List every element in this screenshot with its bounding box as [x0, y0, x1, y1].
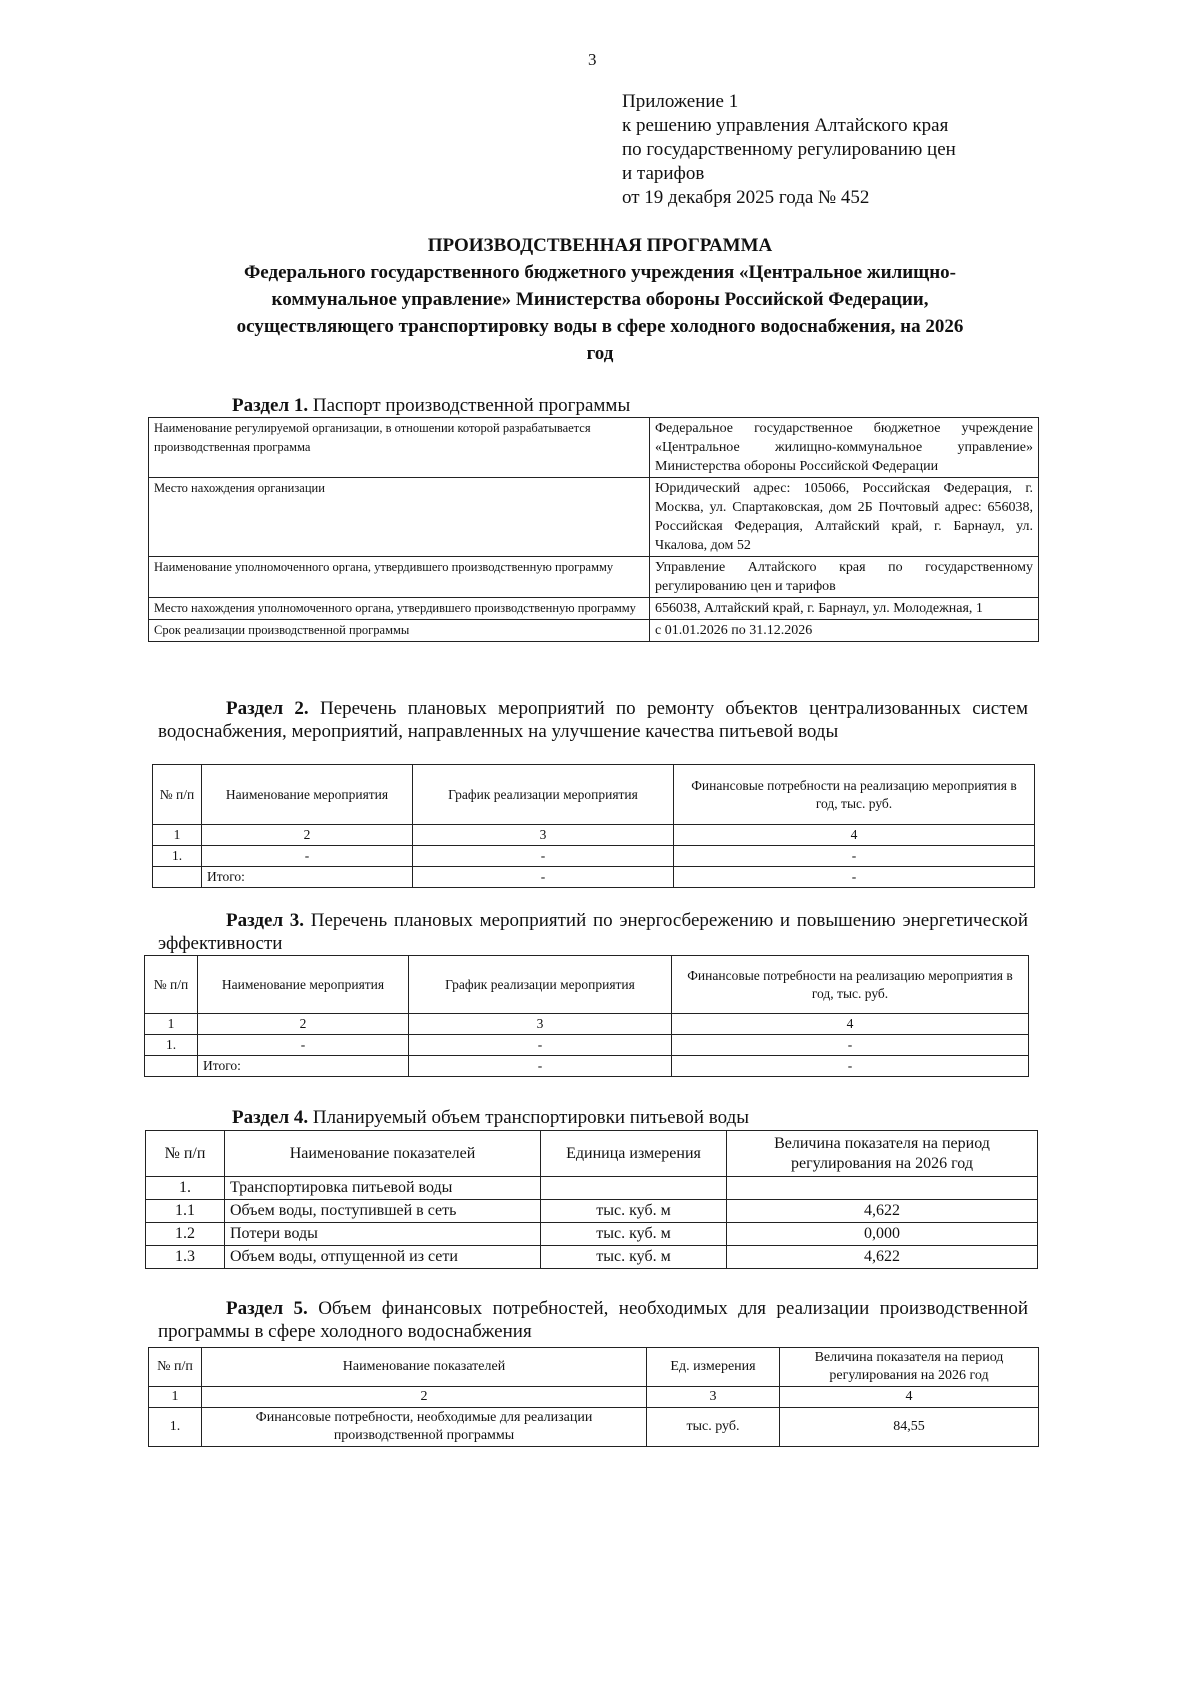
page-number: 3	[588, 50, 597, 69]
table-cell: 2	[202, 1387, 647, 1408]
table-cell	[153, 867, 202, 888]
table-cell: -	[672, 1035, 1029, 1056]
table-cell: -	[674, 867, 1035, 888]
section2-heading	[158, 697, 1028, 743]
table-cell: тыс. куб. м	[541, 1223, 727, 1246]
subtitle-line: коммунальное управление» Министерства обороны Российской Федерации,	[271, 289, 929, 310]
table-row	[149, 620, 1039, 642]
table-cell: Управление Алтайского края по государственному регулированию цен и тарифов	[650, 557, 1039, 598]
table-cell: Итого:	[202, 867, 413, 888]
energy-measures-table	[144, 955, 1029, 1077]
table-row	[149, 557, 1039, 598]
table-cell: Ед. измерения	[647, 1348, 780, 1387]
table-row	[146, 1223, 1038, 1246]
table-header-row	[149, 1348, 1039, 1387]
section1-heading	[232, 394, 630, 417]
table-cell: Срок реализации производственной программы	[149, 620, 650, 642]
section-text: Объем финансовых потребностей, необходимых для реализации производственной программы в сфере холодного водоснабжения	[158, 1298, 1029, 1342]
table-cell: Транспортировка питьевой воды	[225, 1177, 541, 1200]
table-cell: -	[413, 867, 674, 888]
table-cell: Объем воды, поступившей в сеть	[225, 1200, 541, 1223]
table-cell: 1.	[149, 1408, 202, 1447]
table-cell: 4	[674, 825, 1035, 846]
table-row	[145, 1014, 1029, 1035]
section-label: Раздел 4.	[232, 1107, 309, 1128]
table-cell: 3	[647, 1387, 780, 1408]
table-cell: 1.1	[146, 1200, 225, 1223]
section3-heading	[158, 909, 1028, 955]
table-cell: -	[674, 846, 1035, 867]
table-cell: Наименование показателей	[202, 1348, 647, 1387]
appendix-line: по государственному регулированию цен	[622, 139, 956, 160]
table-cell: Финансовые потребности на реализацию мероприятия в год, тыс. руб.	[672, 956, 1029, 1014]
table-cell: 1	[149, 1387, 202, 1408]
table-cell: 4	[672, 1014, 1029, 1035]
appendix-line: к решению управления Алтайского края	[622, 115, 949, 136]
passport-table	[148, 417, 1039, 642]
table-cell: График реализации мероприятия	[409, 956, 672, 1014]
table-cell: 0,000	[727, 1223, 1038, 1246]
repair-measures-table	[152, 764, 1035, 888]
section-text: Перечень плановых мероприятий по энергосбережению и повышению энергетической эффективности	[158, 910, 1028, 954]
table-header-row	[153, 765, 1035, 825]
table-cell: 656038, Алтайский край, г. Барнаул, ул. Молодежная, 1	[650, 598, 1039, 620]
table-cell: 3	[413, 825, 674, 846]
table-cell: Наименование регулируемой организации, в отношении которой разрабатывается производственная программа	[149, 418, 650, 478]
table-cell: 1	[153, 825, 202, 846]
section-text: Паспорт производственной программы	[312, 395, 631, 416]
section-text: Перечень плановых мероприятий по ремонту объектов централизованных систем водоснабжения, мероприятий, направленных на улучшение качества питьевой воды	[158, 698, 1028, 742]
table-cell: Финансовые потребности, необходимые для реализации производственной программы	[202, 1408, 647, 1447]
section-label: Раздел 1.	[232, 395, 309, 416]
table-row	[153, 825, 1035, 846]
section-label: Раздел 3.	[226, 910, 305, 931]
table-cell: Итого:	[198, 1056, 409, 1077]
document-subtitle	[150, 259, 1050, 367]
subtitle-line: осуществляющего транспортировку воды в сфере холодного водоснабжения, на 2026	[236, 316, 964, 337]
table-row	[146, 1200, 1038, 1223]
table-cell: 2	[198, 1014, 409, 1035]
appendix-block	[622, 90, 956, 210]
table-cell: 1	[145, 1014, 198, 1035]
table-cell: тыс. куб. м	[541, 1246, 727, 1269]
table-cell: -	[202, 846, 413, 867]
table-row	[149, 418, 1039, 478]
table-cell: Наименование показателей	[225, 1131, 541, 1177]
table-cell: -	[413, 846, 674, 867]
table-cell: № п/п	[149, 1348, 202, 1387]
table-cell	[145, 1056, 198, 1077]
table-cell: -	[409, 1056, 672, 1077]
subtitle-line: год	[586, 343, 614, 364]
table-cell	[727, 1177, 1038, 1200]
table-cell: -	[409, 1035, 672, 1056]
table-cell: 4	[780, 1387, 1039, 1408]
table-cell: Федеральное государственное бюджетное учреждение «Центральное жилищно-коммунальное управление» Министерства обороны Российской Федерации	[650, 418, 1039, 478]
table-cell: 3	[409, 1014, 672, 1035]
table-row	[146, 1177, 1038, 1200]
table-row	[149, 1408, 1039, 1447]
document-title: ПРОИЗВОДСТВЕННАЯ ПРОГРАММА	[427, 235, 773, 256]
table-row	[145, 1056, 1029, 1077]
table-row	[153, 846, 1035, 867]
table-header-row	[145, 956, 1029, 1014]
appendix-line: и тарифов	[622, 163, 705, 184]
section-label: Раздел 2.	[226, 698, 309, 719]
section-label: Раздел 5.	[226, 1298, 308, 1319]
table-row	[149, 598, 1039, 620]
table-cell: 1.2	[146, 1223, 225, 1246]
table-cell: с 01.01.2026 по 31.12.2026	[650, 620, 1039, 642]
water-volume-table	[145, 1130, 1038, 1269]
table-row	[149, 1387, 1039, 1408]
table-cell	[541, 1177, 727, 1200]
section4-heading	[232, 1106, 749, 1129]
table-cell: Наименование мероприятия	[198, 956, 409, 1014]
table-cell: тыс. руб.	[647, 1408, 780, 1447]
table-cell: Место нахождения уполномоченного органа, утвердившего производственную программу	[149, 598, 650, 620]
table-cell: Наименование уполномоченного органа, утвердившего производственную программу	[149, 557, 650, 598]
table-row	[153, 867, 1035, 888]
appendix-line: от 19 декабря 2025 года № 452	[622, 187, 870, 208]
table-cell: 1.3	[146, 1246, 225, 1269]
table-cell: Объем воды, отпущенной из сети	[225, 1246, 541, 1269]
table-cell: -	[198, 1035, 409, 1056]
table-row	[149, 478, 1039, 557]
subtitle-line: Федерального государственного бюджетного учреждения «Центральное жилищно-	[243, 262, 956, 283]
table-cell: -	[672, 1056, 1029, 1077]
table-cell: № п/п	[153, 765, 202, 825]
table-cell: Единица измерения	[541, 1131, 727, 1177]
table-cell: тыс. куб. м	[541, 1200, 727, 1223]
table-cell: График реализации мероприятия	[413, 765, 674, 825]
table-cell: 1.	[145, 1035, 198, 1056]
table-cell: Наименование мероприятия	[202, 765, 413, 825]
table-row	[145, 1035, 1029, 1056]
table-cell: 4,622	[727, 1246, 1038, 1269]
table-cell: Место нахождения организации	[149, 478, 650, 557]
table-cell: 4,622	[727, 1200, 1038, 1223]
section5-heading	[158, 1297, 1028, 1343]
table-cell: № п/п	[146, 1131, 225, 1177]
table-cell: Величина показателя на период регулирования на 2026 год	[727, 1131, 1038, 1177]
table-cell: 1.	[146, 1177, 225, 1200]
table-cell: Потери воды	[225, 1223, 541, 1246]
section-text: Планируемый объем транспортировки питьевой воды	[312, 1107, 749, 1128]
table-cell: 1.	[153, 846, 202, 867]
table-cell: 84,55	[780, 1408, 1039, 1447]
table-cell: Финансовые потребности на реализацию мероприятия в год, тыс. руб.	[674, 765, 1035, 825]
table-header-row	[146, 1131, 1038, 1177]
table-cell: № п/п	[145, 956, 198, 1014]
table-cell: Юридический адрес: 105066, Российская Федерация, г. Москва, ул. Спартаковская, дом 2Б Почтовый адрес: 656038, Российская Федерация, Алтайский край, г. Барнаул, ул. Чкалова, дом 52	[650, 478, 1039, 557]
table-cell: 2	[202, 825, 413, 846]
table-row	[146, 1246, 1038, 1269]
financial-needs-table	[148, 1347, 1039, 1447]
table-cell: Величина показателя на период регулирования на 2026 год	[780, 1348, 1039, 1387]
appendix-line: Приложение 1	[622, 91, 739, 112]
